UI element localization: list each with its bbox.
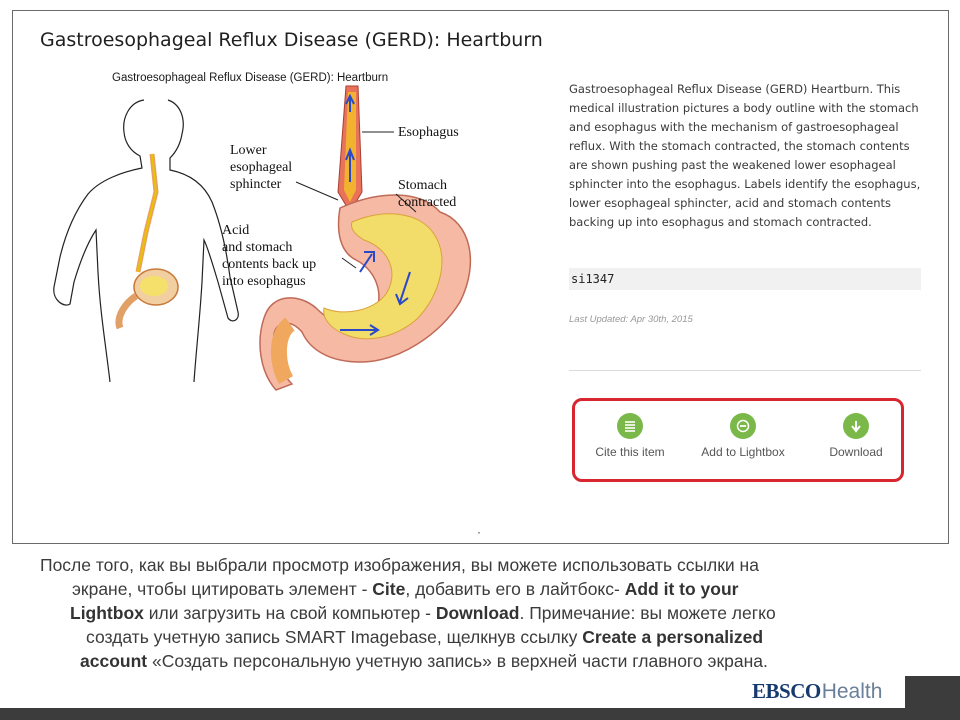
- cite-button[interactable]: [575, 413, 685, 459]
- text-line-1: После того, как вы выбрали просмотр изображения, вы можете использовать ссылки на: [40, 555, 759, 575]
- download-button[interactable]: [801, 413, 911, 459]
- label-acid-backup: Acid and stomach contents back up into esophagus: [222, 223, 317, 289]
- text-line-4: создать учетную запись SMART Imagebase, щелкнув ссылку Create a personalized: [86, 627, 764, 647]
- label-lower-esophageal-sphincter: Lower esophageal sphincter: [230, 143, 293, 192]
- label-stomach-contracted: Stomach contracted: [398, 178, 457, 210]
- add-to-lightbox-button[interactable]: [688, 413, 798, 459]
- text-line-3: Lightbox или загрузить на свой компьютер - Download. Примечание: вы можете легко: [70, 603, 776, 623]
- text-line-5: account «Создать персональную учетную запись» в верхней части главного экрана.: [80, 651, 768, 671]
- last-updated: Last Updated: Apr 30th, 2015: [569, 314, 693, 325]
- lightbox-label: Add to Lightbox: [701, 445, 785, 459]
- image-description: Gastroesophageal Reflux Disease (GERD) Heartburn. This medical illustration pictures a body outline with the stomach and esophagus with the mechanism of gastroesophageal reflux. With the stomach contracted, the stomach contents are shown pushing past the weakened lower esophageal sphincter into the esophagus. Labels identify the esophagus, lower esophageal sphincter, acid and stomach contents backing up into esophagus and stomach contracted.: [569, 82, 921, 229]
- ebsco-health-logo: EBSCOHealth: [752, 679, 883, 703]
- illustration-caption: Gastroesophageal Reflux Disease (GERD): Heartburn: [112, 72, 389, 84]
- text-line-2: экране, чтобы цитировать элемент - Cite, добавить его в лайтбокс- Add it to your: [72, 579, 739, 599]
- page-dot: ·: [477, 525, 481, 539]
- slide-body-text: [40, 553, 920, 673]
- download-arrow-icon: [843, 413, 869, 439]
- footer-bar: [0, 708, 960, 720]
- actions-panel: [572, 398, 904, 482]
- page-title: Gastroesophageal Reflux Disease (GERD): Heartburn: [40, 29, 543, 51]
- download-label: Download: [829, 445, 883, 459]
- divider: [569, 370, 921, 371]
- minus-circle-icon: [730, 413, 756, 439]
- cite-label: Cite this item: [595, 445, 665, 459]
- list-icon: [617, 413, 643, 439]
- label-esophagus: Esophagus: [398, 125, 459, 140]
- footer-corner-block: [905, 676, 960, 708]
- gerd-illustration: [40, 72, 540, 392]
- item-id: si1347: [569, 268, 921, 290]
